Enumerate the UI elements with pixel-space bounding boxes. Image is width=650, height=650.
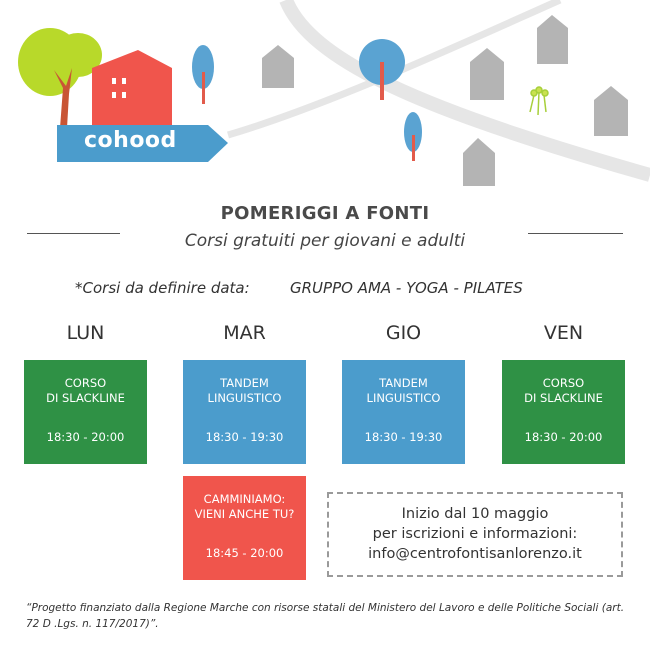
course-card-slackline-lun	[24, 360, 147, 464]
plant-icon	[530, 87, 548, 115]
course-card-camminiamo-mar	[183, 476, 306, 580]
info-box	[327, 492, 623, 577]
page-subtitle: Corsi gratuiti per giovani e adulti	[184, 231, 466, 251]
course-name: TANDEM LINGUISTICO	[207, 376, 282, 405]
header-illustration	[0, 0, 650, 200]
course-card-tandem-gio	[342, 360, 465, 464]
info-registration: per iscrizioni e informazioni:	[372, 526, 578, 542]
day-label-ven: VEN	[543, 322, 584, 344]
brand-logo-text: cohood	[84, 128, 177, 153]
course-name: CORSO DI SLACKLINE	[46, 376, 125, 405]
divider	[528, 233, 623, 234]
day-label-mar: MAR	[223, 322, 266, 344]
info-start-date: Inizio dal 10 maggio	[401, 506, 549, 522]
tbd-courses-value: GRUPPO AMA - YOGA - PILATES	[290, 279, 523, 297]
info-email: info@centrofontisanlorenzo.it	[368, 546, 582, 562]
day-label-gio: GIO	[385, 322, 422, 344]
day-label-lun: LUN	[66, 322, 105, 344]
course-card-tandem-mar	[183, 360, 306, 464]
course-name: CAMMINIAMO: VIENI ANCHE TU?	[194, 492, 295, 521]
tbd-courses-label: *Corsi da definire data:	[75, 279, 250, 297]
page-title: POMERIGGI A FONTI	[220, 203, 430, 224]
course-time: 18:30 - 20:00	[524, 430, 603, 444]
course-time: 18:45 - 20:00	[205, 546, 284, 560]
course-name: CORSO DI SLACKLINE	[524, 376, 603, 405]
logo-tree-icon	[18, 28, 102, 128]
footnote: “Progetto finanziato dalla Regione Marche con risorse statali del Ministero del Lavoro e delle Politiche Sociali (art. 72 D .Lgs. n. 117/2017)”.	[26, 602, 625, 630]
course-card-slackline-ven	[502, 360, 625, 464]
course-time: 18:30 - 20:00	[46, 430, 125, 444]
course-name: TANDEM LINGUISTICO	[366, 376, 441, 405]
course-time: 18:30 - 19:30	[205, 430, 284, 444]
logo-house-icon	[92, 50, 172, 128]
course-time: 18:30 - 19:30	[364, 430, 443, 444]
